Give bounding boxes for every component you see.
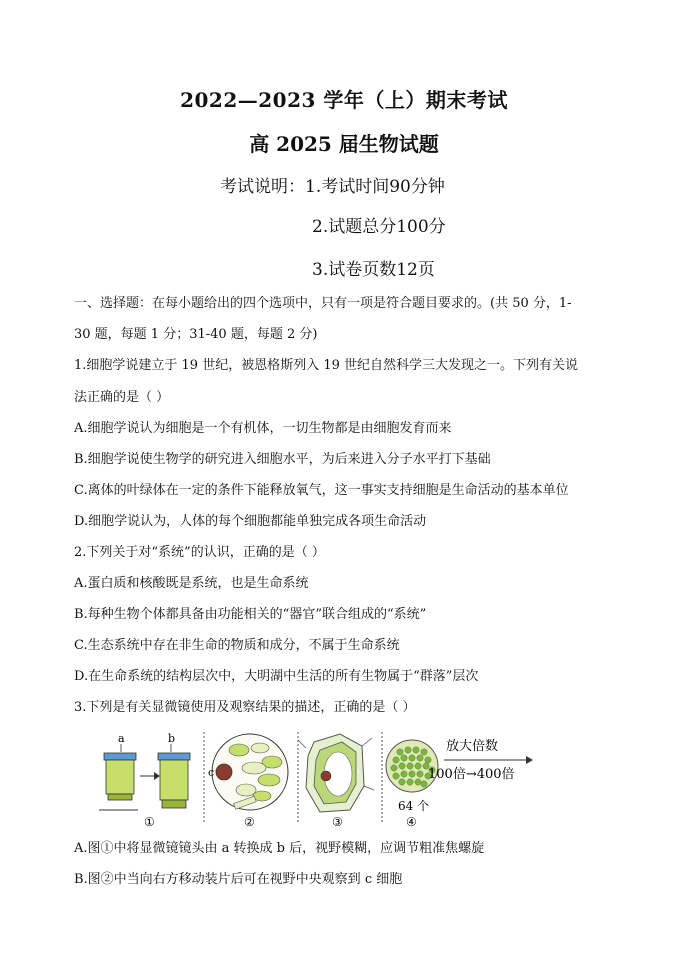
- instruction-score: 2.试题总分100分: [312, 217, 446, 237]
- section-heading-line1: 一、选择题：在每小题给出的四个选项中，只有一项是符合题目要求的。(共 50 分，1-: [74, 296, 572, 311]
- question-3-option-a: A.图①中将显微镜镜头由 a 转换成 b 后，视野模糊，应调节粗准焦螺旋: [74, 841, 485, 856]
- question-1-stem-line2: 法正确的是（ ）: [74, 390, 170, 405]
- objective-a-cap: [104, 753, 136, 760]
- panel-3-plant-cell: [298, 734, 374, 828]
- question-3-option-b: B.图②中当向右方移动装片后可在视野中央观察到 c 细胞: [74, 872, 403, 887]
- label-c: c: [208, 766, 215, 779]
- question-3-stem: 3.下列是有关显微镜使用及观察结果的描述，正确的是（ ）: [74, 700, 416, 715]
- question-2-stem: 2.下列关于对“系统”的认识，正确的是（ ）: [74, 545, 325, 560]
- objective-b-cap: [158, 753, 190, 760]
- instruction-time: 考试说明：1.考试时间90分钟: [220, 177, 445, 197]
- objective-b-body: [160, 760, 188, 800]
- section-heading-line2: 30 题，每题 1 分；31-40 题，每题 2 分): [74, 327, 318, 342]
- panel-4-magnification: [386, 738, 533, 828]
- question-2-option-a: A.蛋白质和核酸既是系统，也是生命系统: [74, 576, 309, 591]
- label-2: ②: [244, 815, 255, 828]
- nucleus-dot: [321, 771, 331, 781]
- question-2-option-d: D.在生命系统的结构层次中，大明湖中生活的所有生物属于“群落”层次: [74, 669, 479, 684]
- question-2-option-c: C.生态系统中存在非生命的物质和成分，不属于生命系统: [74, 638, 400, 653]
- question-1-stem-line1: 1.细胞学说建立于 19 世纪，被恩格斯列入 19 世纪自然科学三大发现之一。下列有关说: [74, 358, 579, 373]
- question-2-option-b: B.每种生物个体都具备由功能相关的“器官”联合组成的“系统”: [74, 607, 427, 622]
- question-1-option-b: B.细胞学说使生物学的研究进入细胞水平，为后来进入分子水平打下基础: [74, 452, 491, 467]
- question-1-option-c: C.离体的叶绿体在一定的条件下能释放氧气，这一事实支持细胞是生命活动的基本单位: [74, 483, 569, 498]
- objective-a-body: [106, 760, 134, 794]
- cell-count: 64 个: [398, 799, 430, 813]
- microscope-figure: [94, 728, 534, 828]
- panel-1-objectives: [99, 732, 190, 828]
- label-1: ①: [144, 815, 155, 828]
- question-1-option-d: D.细胞学说认为，人体的每个细胞都能单独完成各项生命活动: [74, 514, 427, 529]
- exam-title: 2022—2023 学年（上）期末考试: [180, 88, 508, 112]
- magnification-title: 放大倍数: [446, 739, 499, 754]
- panel-2-field-of-view: [208, 734, 288, 828]
- label-b: b: [168, 732, 176, 745]
- instruction-pages: 3.试卷页数12页: [312, 260, 435, 280]
- label-3: ③: [332, 815, 343, 828]
- microscope-figure-svg: [94, 728, 534, 828]
- exam-subtitle: 高 2025 届生物试题: [249, 132, 439, 156]
- label-a: a: [118, 732, 125, 745]
- label-4: ④: [406, 815, 417, 828]
- magnification-change: 100倍→400倍: [428, 767, 515, 782]
- question-1-option-a: A.细胞学说认为细胞是一个有机体，一切生物都是由细胞发育而来: [74, 421, 452, 436]
